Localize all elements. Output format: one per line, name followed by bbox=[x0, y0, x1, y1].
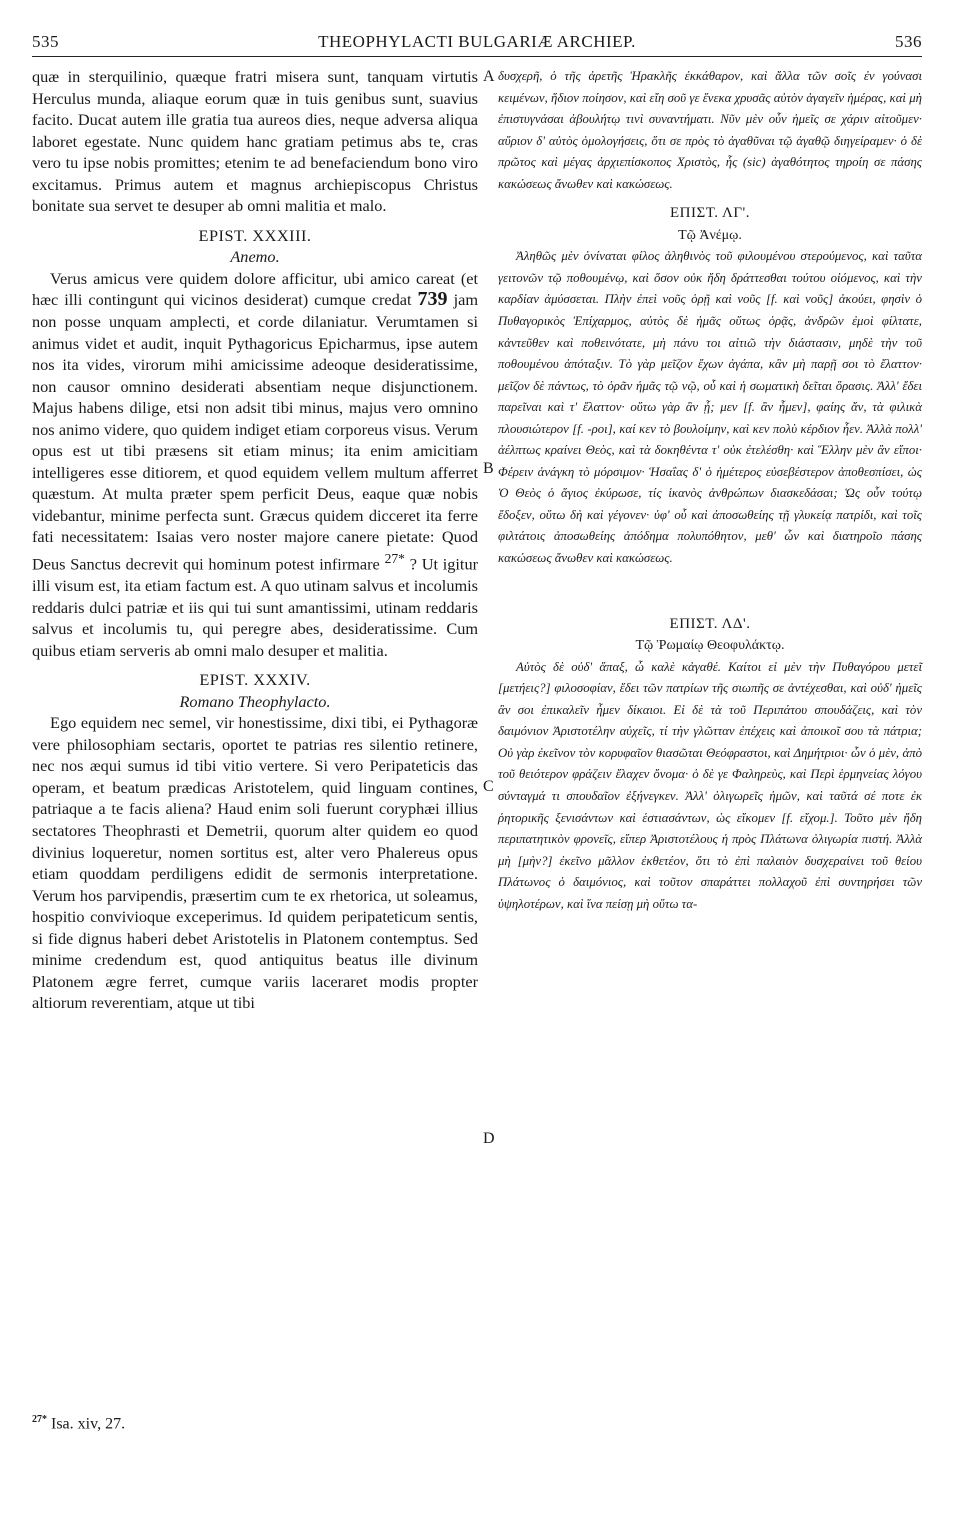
footnote-ref: 27* bbox=[384, 551, 405, 567]
page-number-left: 535 bbox=[32, 32, 59, 51]
latin-epistle-heading: EPIST. XXXIV. bbox=[199, 670, 311, 690]
column-number: 739 bbox=[417, 288, 448, 311]
latin-epistle-heading: EPIST. XXXIII. bbox=[198, 225, 312, 245]
page-number-right: 536 bbox=[895, 32, 922, 51]
margin-mark-d: D bbox=[483, 1130, 495, 1147]
margin-mark-a: A bbox=[483, 68, 495, 85]
greek-paragraph: δυσχερῆ, ὁ τῆς ἀρετῆς Ἡρακλῆς ἐκκάθαρον, καὶ ἄλλα τῶν σοῖς ἐν γούνασι κειμένων, ἥδιον ποίησον, καὶ εἴη σοῦ γε ἕνεκα χρυσᾶς αὐτὸν ἀγαγεῖν ἡμέρας, καὶ μὴ ἐπιστυγνάσαι ἀβουλήτῳ τινὶ συναντήματι. Νῦν μὲν οὖν ἡμεῖς σε χάριν αἰτοῦμεν· αὔριον δ' αὐτὸς ὁμολογήσεις, ὅτι σε πρὸς τὸ ἀγαθῦναι τῷ ἀγαθῷ διηγείραμεν· ὁ δὲ πρῶτος καὶ μέγας ἀρχιεπίσκοπος Χριστὸς, ἧς (sic) ἀγαθότητος τηροίη σε πάσης κακώσεως ἄνωθεν καὶ κακώσεως. bbox=[498, 69, 922, 191]
greek-epistle-heading: ΕΠΙΣΤ. ΛΓ'. bbox=[670, 205, 750, 222]
greek-epistle-addressee: Τῷ Ἀνέμῳ. bbox=[678, 227, 742, 243]
margin-mark-b: B bbox=[483, 460, 494, 477]
latin-paragraph: Verus amicus vere quidem dolore afficitur, ubi amico careat (et hæc illi contingunt qui vicinos desiderat) cumque credat 739 jam non posse unquam amplecti, et corde dilaniatur. Verumtamen si animus videt et audit, inquit Pythagoricus Epicharmus, ipse autem nos ita vides, virorum mihi amicissime adeoque desideratissime, non causor omnino desiderati absentiam neque disjunctionem. Majus habens dilige, etsi non adsit tibi minus, majus vero omnino nos animo videre, quo quidem indiget etiam corporeus visus. Verum opus est ut tibi præsens sit etiam minus; ita enim amicitiam intelligeres esse ditiorem, et quod equidem vellem multum afferret quæstum. At multa præter spem perficit Deus, eaque quæ nobis videbantur, minime perfecta sunt. Græcus quidem dicceret ita ferre fati necessitatem: Isaias vero noster majore canere pietate: Quod Deus Sanctus decrevit qui hominum potest infirmare $^{27*}$ ? Ut igitur illi visum est, ita etiam factum est. A quo utinam salvus et incolumis reddaris dulci patriæ et iis qui tui sunt amantissimi, utinam reddaris salvus et incolumis tu, qui peregre abes, desideratissime. Cum quibus etiam serveris ab omni malo desuper et malitia. bbox=[32, 268, 479, 660]
greek-epistle-addressee: Τῷ Ῥωμαίῳ Θεοφυλάκτῳ. bbox=[635, 638, 785, 654]
running-title: THEOPHYLACTI BULGARIÆ ARCHIEP. bbox=[318, 32, 636, 51]
greek-epistle-heading: ΕΠΙΣΤ. ΛΔ'. bbox=[669, 615, 751, 632]
latin-epistle-addressee: Anemo. bbox=[230, 247, 280, 267]
margin-mark-c: C bbox=[483, 778, 494, 795]
greek-paragraph: Ἀληθῶς μὲν ὀνίναται φίλος ἀληθινὸς τοῦ φιλουμένου στερούμενος, καὶ ταῦτα γειτονῶν τῷ ποθουμένῳ, καὶ ὅσον οὐκ ἤδη δράττεσθαι τούτου οἰόμενος, καὶ τὴν καρδίαν ἀμύσσεται. Πλὴν ἐπεὶ νοῦς ὁρῇ καὶ νοῦς [f. καὶ νοῦς] ἀκούει, φησὶν ὁ Πυθαγορικὸς Ἐπίχαρμος, αὐτὸς δὲ ἡμᾶς οὕτως ὁρᾷς, ἀνδρῶν ἐμοὶ φίλτατε, κἀντεῦθεν καὶ ποθεινότατε, μὴ πάνυ τοι αἰτιῶ τὴν διάστασιν, μηδὲ τὴν τοῦ ποθουμένου ἀπόταξιν. Τὸ γὰρ μεῖζον ἔχων ἀγάπα, κἂν μὴ παρῇ σοι τὸ ἔλαττον· μεῖζον δὲ πάντως, τὸ ὁρᾶν ἡμᾶς τῷ νῷ, οὗ καὶ ἡ σωματικὴ δεῖται ὅρασις. Ἀλλ' ἔδει παρεῖναι καὶ τ' ἔλαττον· οὕτω γὰρ ἂν ᾖ; μεν [f. ἂν ἦμεν], φαίης ἄν, τὰ φιλικὰ πλουσιώτερον [f. -ροι], καί κεν τὸ βουλοίμην, καὶ κεν πολὺ κέρδιον ἦεν. Ἀλλὰ πολλ' ἀέλπτως κραίνει Θεὸς, καὶ τὰ δοκηθέντα τ' οὐκ ἐτελέσθη· καὶ Ἕλλην μὲν ἂν εἴποι· Φέρειν ἀνάγκη τὸ μόρσιμον· Ἡσαΐας δ' ὁ ἡμέτερος εὐσεβέστερον ἀποθεσπίσει, ὡς Ὁ Θεὸς ὁ ἅγιος ἐκύρωσε, τίς ἱκανὸς ἀνθρώπων διασκεδάσαι; Ὡς οὖν τούτῳ ἔδοξεν, οὕτω δὴ καὶ γέγονεν· ὑφ' οὗ καὶ ἀποσωθείης τῇ γλυκείᾳ πατρίδι, καὶ τοῖς φιλτάτοις ἀποσωθείης ἀπόδημα πολυπόθητον, μεθ' ὧν καὶ διατηροῖο πάσης κακώσεως ἄνωθεν καὶ κακώσεως. bbox=[498, 249, 922, 566]
greek-column bbox=[498, 66, 922, 915]
latin-column bbox=[32, 66, 478, 1014]
latin-epistle-addressee: Romano Theophylacto. bbox=[179, 691, 331, 711]
footnote bbox=[32, 1414, 125, 1433]
footnote-text: Isa. xiv, 27. bbox=[51, 1415, 126, 1433]
running-header bbox=[32, 28, 922, 57]
greek-paragraph: Αὐτὸς δὲ οὐδ' ἅπαξ, ὦ καλὲ κἀγαθέ. Καίτοι εἰ μὲν τὴν Πυθαγόρου μετεῖ [μετήεις?] φιλοσοφίαν, ἔδει τῶν πατρίων τῆς σιωπῆς σε ἀντέχεσθαι, καὶ οὐδ' ἡμεῖς ἂν σοι ἐπικαλεῖν ἦμεν δίκαιοι. Εἰ δὲ τὰ τοῦ Περιπάτου σπουδάζεις, καὶ τὸν δαιμόνιον Ἀριστοτέλην αὐχεῖς, τί τὴν γλῶτταν ἐπέχεις καὶ ἀποικοῖ σου τὰ πάτρια; Οὐ γὰρ ἐκεῖνον τὸν κορυφαῖον θιασῶται Θεόφραστοι, καὶ Δημήτριοι· ὧν ὁ μὲν, ἀπὸ τοῦ θειότερον φράζειν ἔλαχεν ὄνομα· ὁ δὲ γε Φαληρεὺς, καὶ Περὶ ἑρμηνείας λόγου σύνταγμά τι σπουδαῖον ἐξήνεγκεν. Ἀλλ' ὀλιγωρεῖς ἡμῶν, καὶ ταῦτά σέ ποτε ἐκ ῥητορικῆς ξενισάντων καὶ ἑστιασάντων, ὡς εἴκομεν [f. εἴχομ.]. Τοῦτο μὲν ἤδη περιπατητικὸν φρονεῖς, εἴπερ Ἀριστοτέλους ἡ πρὸς Πλάτωνα ὀλιγωρία πιστή. Ἀλλὰ μὴ [μὴν?] ἐκεῖνο μᾶλλον ἐκθετέον, ὅτι τὸ ἐπὶ παλαιὸν δυσχεραίνει τοῦ θείου Πλάτωνος ὁ δαιμόνιος, καὶ τοῦτον σπαράττει πολλαχοῦ ἐπὶ συντηρήσει τῶν ὑψηλοτέρων, καὶ ἵνα πείσῃ μὴ οὕτω τα- bbox=[498, 659, 922, 911]
footnote-marker: 27* bbox=[32, 1414, 47, 1425]
latin-paragraph: quæ in sterquilinio, quæque fratri misera sunt, tanquam virtutis Herculus munda, aliaque eorum quæ in tuis genibus sunt, suavius facito. Ducat autem ille gratia tua aureos dies, neque adversa aliqua laboret egestate. Nunc quidem hanc gratiam petimus abs te, cras vero tu ipse nobis promittes; etenim te ad benefaciendum bono viro excitamus. Primus autem et magnus archiepiscopus Christus bonitate sua servet te desuper ab omni malitia et malo. bbox=[32, 67, 478, 216]
latin-paragraph: Ego equidem nec semel, vir honestissime, dixi tibi, ei Pythagoræ vere philosophiam sectaris, oportet te patrias res silentio retinere, nec nos æqui sumus id tibi vitio vertere. Si vero Peripateticis das operam, et beatum prædicas Aristotelem, quid linguam contines, patriaque a te facis aliena? Haud enim soli fuerunt coryphæi illius sectatores Theophrasti et Demetrii, quorum alter quidem eo quod divinius loqueretur, nomen sortitus est, alter vero Phalereus opus etiam quoddam perdiligens edidit de sermonis interpretatione. Verum hos parvipendis, præsertim cum te ex rhetorica, ut soleamus, hospitio convivioque exceperimus. Id quidem peripateticum sentis, si fide dignus haberi debet Aristotelis in Platonem contemptus. Sed minime credendum est, quod antiquitus beatus ille divinum Platonem ægre ferret, cumque variis laceraret modis propter altiorum reverentiam, atque ut tibi bbox=[32, 713, 478, 1013]
